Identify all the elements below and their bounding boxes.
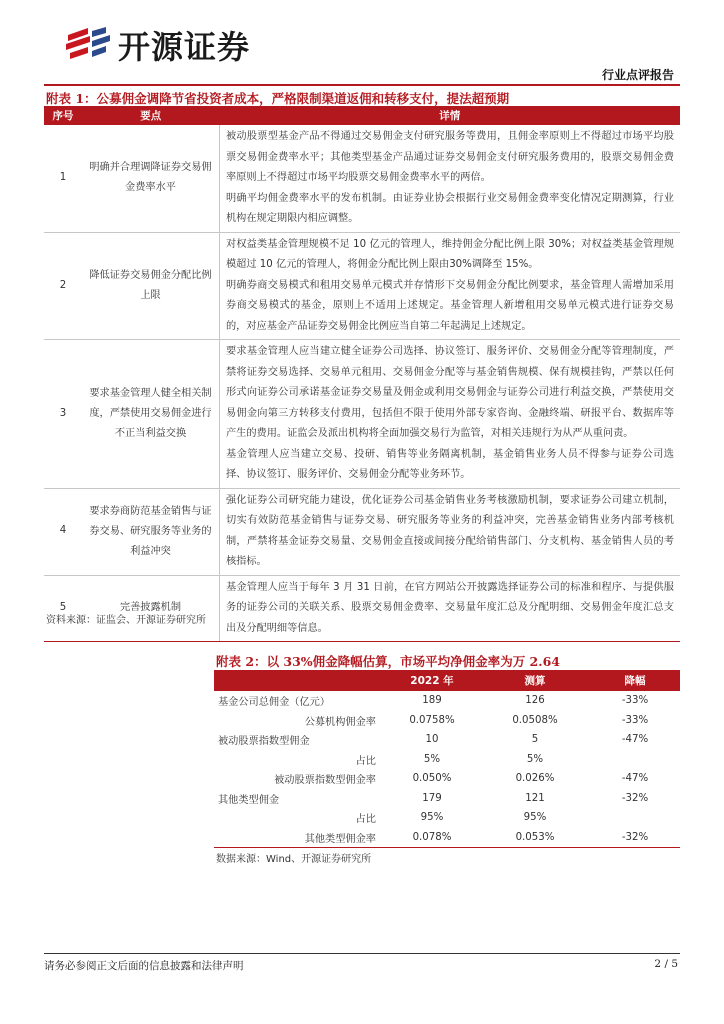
detail-paragraph: 强化证券公司研究能力建设，优化证券公司基金销售业务考核激励机制，要求证券公司建立机制，切实有效防范基金销售与证券交易、研究服务等业务的利益冲突，完善基金销售业务内部考核机制，严禁将基金证券交易量、交易佣金直接或间接分配给销售部门、分支机构、基金销售人员的考核指标。: [226, 494, 674, 567]
row-num: 1: [59, 172, 67, 183]
table-row: [44, 232, 680, 340]
table-row: [214, 711, 680, 731]
row-label: 占比: [355, 755, 376, 767]
page-number: 2 / 5: [654, 958, 678, 970]
row-chg: -33%: [621, 695, 649, 707]
row-est: 0.0508%: [512, 714, 558, 726]
row-chg: [590, 750, 680, 770]
row-chg: [590, 808, 680, 828]
row-label: 其他类型佣金率: [214, 828, 384, 848]
row-est: 5: [531, 734, 539, 746]
row-key: 降低证券交易佣金分配比例上限: [82, 232, 220, 340]
table1-source: 资料来源：证监会、开源证券研究所: [46, 615, 206, 626]
table2-caption-text: 以 33%佣金降幅估算，市场平均净佣金率为万 2.64: [266, 654, 560, 669]
row-2022: 179: [422, 792, 442, 804]
detail-paragraph: 基金管理人应当于每年 3 月 31 日前，在官方网站公开披露选择证券公司的标准和程序、与提供服务的证券公司的关联关系、股票交易佣金费率、交易量年度汇总及分配明细、交易佣金年度汇总支出及分配明细等信息。: [226, 581, 674, 634]
row-2022: 189: [422, 695, 442, 707]
row-2022: 10: [425, 734, 439, 746]
row-chg: -32%: [621, 792, 649, 804]
table-row: [44, 125, 680, 232]
row-num: 2: [44, 232, 82, 340]
row-label: 公募机构佣金率: [304, 716, 376, 728]
row-num: 4: [44, 488, 82, 575]
footer-disclaimer: 请务必参阅正文后面的信息披露和法律声明: [44, 960, 244, 972]
row-key: 要求券商防范基金销售与证券交易、研究服务等业务的利益冲突: [82, 488, 220, 575]
table1: [44, 106, 680, 642]
row-est: 121: [525, 792, 545, 804]
table-row: [44, 340, 680, 489]
row-num: 3: [44, 340, 82, 489]
row-est: 5%: [526, 753, 544, 765]
table-row: [214, 789, 680, 809]
row-detail: [220, 125, 681, 232]
row-label: 基金公司总佣金（亿元）: [218, 697, 331, 709]
table1-caption-text: 公募佣金调降节省投资者成本，严格限制渠道返佣和转移支付，提法超预期: [96, 91, 510, 106]
row-key: 完善披露机制: [82, 575, 220, 642]
row-2022: 0.050%: [412, 773, 452, 785]
row-detail: [220, 340, 681, 489]
header-divider: [44, 84, 680, 86]
table2-header-2022: 2022 年: [384, 670, 480, 691]
table-row: [44, 575, 680, 642]
row-num: 5: [44, 575, 82, 642]
table1-caption: [46, 89, 509, 107]
table2: [214, 670, 680, 848]
table2-caption-label: 附表 2：: [216, 654, 267, 669]
brand-logo: [62, 22, 250, 68]
row-key: 要求基金管理人健全相关制度，严禁使用交易佣金进行不正当利益交换: [82, 340, 220, 489]
row-detail: [220, 575, 681, 642]
detail-paragraph: 明确平均佣金费率水平的发布机制。由证券业协会根据行业交易佣金费率变化情况定期测算，行业机构在规定期限内相应调整。: [226, 192, 674, 224]
table2-source: 数据来源：Wind、开源证券研究所: [216, 854, 372, 865]
table-row: [214, 828, 680, 848]
table1-header-row: [44, 106, 680, 125]
table-row: [214, 808, 680, 828]
report-type: 行业点评报告: [601, 68, 674, 82]
table2-header-blank: [214, 670, 384, 691]
row-2022: 0.078%: [384, 828, 480, 848]
row-detail: [220, 488, 681, 575]
row-chg: -47%: [621, 734, 649, 746]
row-chg: -32%: [590, 828, 680, 848]
row-label: 被动股票指数型佣金: [218, 736, 310, 748]
footer-divider: [44, 953, 680, 954]
row-key: 明确并合理调降证券交易佣金费率水平: [82, 125, 220, 232]
table1-header-num: 序号: [44, 106, 82, 125]
row-2022: 0.0758%: [409, 714, 455, 726]
table1-header-key: 要点: [82, 106, 220, 125]
row-2022: 5%: [423, 753, 441, 765]
table2-header-chg: 降幅: [590, 670, 680, 691]
table-row: [44, 488, 680, 575]
detail-paragraph: 被动股票型基金产品不得通过交易佣金支付研究服务等费用，且佣金率原则上不得超过市场平均股票交易佣金费率水平；其他类型基金产品通过证券交易佣金支付研究服务费用的，股票交易佣金费率原则上不得超过市场平均股票交易佣金费率水平的两倍。: [226, 131, 674, 183]
table-row: [214, 691, 680, 711]
row-est: 0.026%: [515, 773, 555, 785]
row-label: 被动股票指数型佣金率: [274, 775, 376, 787]
table2-caption: [216, 652, 560, 670]
row-est: 0.053%: [480, 828, 590, 848]
detail-paragraph: 对权益类基金管理规模不足 10 亿元的管理人，维持佣金分配比例上限 30%；对权益类基金管理规模超过 10 亿元的管理人，将佣金分配比例上限由30%调降至 15%。: [226, 238, 674, 270]
table-row: [214, 769, 680, 789]
row-chg: -33%: [621, 714, 649, 726]
brand-name: 开源证券: [118, 28, 251, 66]
detail-paragraph: 基金管理人应当建立交易、投研、销售等业务隔离机制，基金销售业务人员不得参与证券公司选择、协议签订、服务评价、交易佣金分配等业务环节。: [226, 448, 674, 480]
row-label: 占比: [355, 814, 376, 826]
logo-mark-icon: [62, 25, 114, 65]
detail-paragraph: 要求基金管理人应当建立健全证券公司选择、协议签订、服务评价、交易佣金分配等管理制度，严禁将证券交易选择、交易单元租用、交易佣金分配等与基金销售规模、保有规模挂钩，严禁以任何形式向证券公司承诺基金证券交易量及佣金或利用交易佣金与证券公司进行利益交换，严禁使用交易佣金向第三方转移支付费用，包括但不限于使用外部专家咨询、金融终端、研报平台、数据库等产生的费用。证监会及派出机构将全面加强交易行为监管，对相关违规行为从严从重问责。: [226, 346, 674, 439]
row-2022: 95%: [420, 812, 444, 824]
row-detail: [220, 232, 681, 340]
row-label: 其他类型佣金: [218, 794, 280, 806]
row-est: 95%: [523, 812, 547, 824]
table1-caption-label: 附表 1：: [46, 91, 97, 106]
table-row: [214, 750, 680, 770]
row-chg: -47%: [621, 773, 649, 785]
table-row: [214, 730, 680, 750]
table2-header-row: [214, 670, 680, 691]
detail-paragraph: 明确券商交易模式和租用交易单元模式并存情形下交易佣金分配比例要求，基金管理人需增加采用券商交易模式的基金，原则上不适用上述规定。基金管理人新增租用交易单元模式进行证券交易的，对应基金产品证券交易佣金比例应当自第二年起满足上述规定。: [226, 279, 674, 332]
row-est: 126: [525, 695, 545, 707]
table2-header-est: 测算: [480, 670, 590, 691]
table1-header-detail: 详情: [220, 106, 681, 125]
